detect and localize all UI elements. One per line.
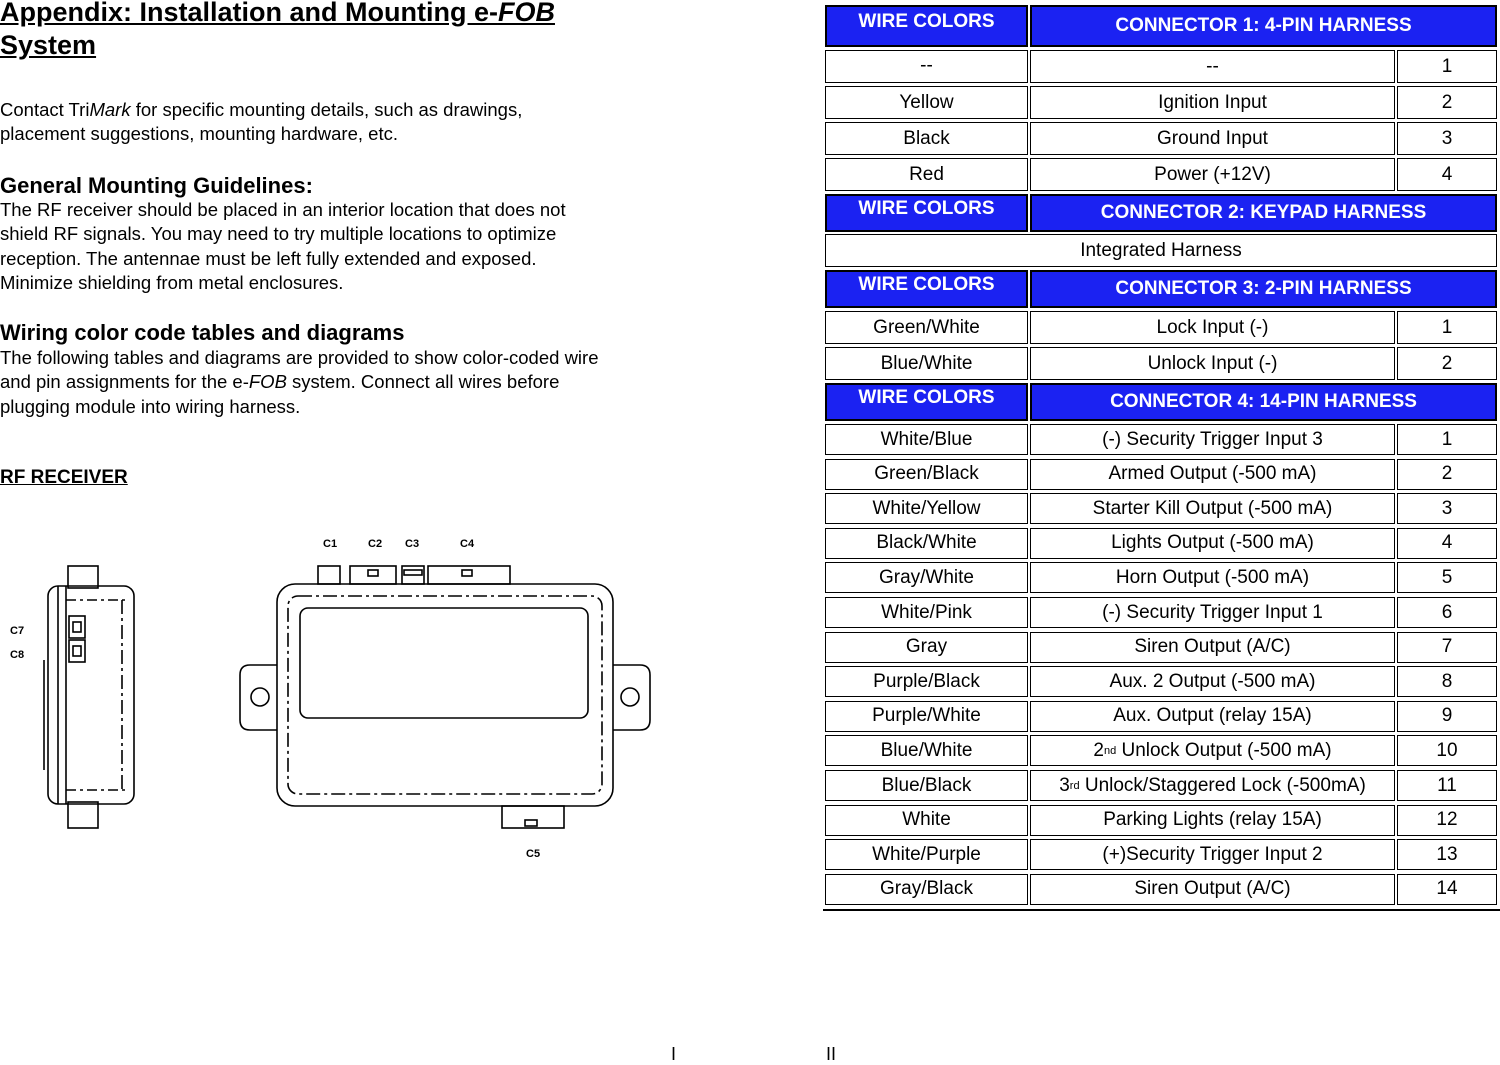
connector1-header-row	[823, 5, 1500, 47]
title-text: Appendix: Installation and Mounting e-	[0, 0, 498, 27]
wire-color-cell: White/Yellow	[825, 493, 1028, 524]
function-cell: Parking Lights (relay 15A)	[1030, 805, 1395, 836]
wire-color-cell: Green/Black	[825, 459, 1028, 490]
wire-color-cell: Blue/White	[825, 735, 1028, 766]
label-c3: C3	[405, 538, 420, 550]
function-cell: Starter Kill Output (-500 mA)	[1030, 493, 1395, 524]
pin-cell: 3	[1397, 493, 1497, 524]
wire-color-cell: Black/White	[825, 528, 1028, 559]
pin-cell: 13	[1397, 839, 1497, 870]
wire-color-cell: White/Purple	[825, 839, 1028, 870]
table-bottom-rule	[823, 909, 1500, 911]
integrated-harness-note: Integrated Harness	[825, 234, 1497, 267]
connector2-header: CONNECTOR 2: KEYPAD HARNESS	[1030, 194, 1497, 232]
function-cell: Aux. Output (relay 15A)	[1030, 701, 1395, 732]
label-c2: C2	[368, 538, 383, 550]
pin-cell: 2	[1397, 459, 1497, 490]
wire-colors-header: WIRE COLORS	[825, 5, 1028, 47]
pin-cell: 12	[1397, 805, 1497, 836]
guidelines-paragraph: The RF receiver should be placed in an interior location that does not shield RF signals. You may need to try multiple locations to optimize reception. The antennae must be left fully extended and exposed. Minimize shielding from metal enclosures.	[0, 199, 566, 293]
function-cell: Armed Output (-500 mA)	[1030, 459, 1395, 490]
wire-color-cell: Purple/Black	[825, 666, 1028, 697]
pin-cell: 10	[1397, 735, 1497, 766]
pin-cell: 11	[1397, 770, 1497, 801]
wire-color-cell: White	[825, 805, 1028, 836]
connector2-header-row	[823, 194, 1500, 232]
label-c7: C7	[10, 625, 25, 637]
wire-color-cell: Purple/White	[825, 701, 1028, 732]
title-text-line2: System	[0, 30, 97, 60]
pin-cell: 8	[1397, 666, 1497, 697]
receiver-side-view	[44, 566, 134, 828]
wire-color-cell: White/Pink	[825, 597, 1028, 628]
pin-cell: 5	[1397, 562, 1497, 593]
rf-receiver-diagram	[0, 520, 700, 880]
label-c4: C4	[460, 538, 475, 550]
function-cell: Lights Output (-500 mA)	[1030, 528, 1395, 559]
guidelines-heading: General Mounting Guidelines:	[0, 173, 313, 198]
function-cell: 3 rd Unlock/Staggered Lock (-500mA)	[1030, 770, 1395, 801]
wire-colors-header: WIRE COLORS	[825, 270, 1028, 308]
page-title	[0, 0, 640, 62]
pin-cell: 6	[1397, 597, 1497, 628]
wire-colors-header: WIRE COLORS	[825, 194, 1028, 232]
function-cell: Horn Output (-500 mA)	[1030, 562, 1395, 593]
page-number-right: II	[826, 1044, 837, 1064]
function-cell: Siren Output (A/C)	[1030, 632, 1395, 663]
function-cell: (-) Security Trigger Input 1	[1030, 597, 1395, 628]
wire-color-cell: Gray/Black	[825, 874, 1028, 905]
function-cell: Siren Output (A/C)	[1030, 874, 1395, 905]
connector3-header-row	[823, 270, 1500, 308]
connector4-header-row	[823, 383, 1500, 421]
label-c5: C5	[526, 848, 541, 860]
receiver-top-view	[240, 566, 650, 828]
function-cell: (-) Security Trigger Input 3	[1030, 424, 1395, 455]
connector4-header: CONNECTOR 4: 14-PIN HARNESS	[1030, 383, 1497, 421]
function-cell: 2 nd Unlock Output (-500 mA)	[1030, 735, 1395, 766]
pin-cell: 1	[1397, 424, 1497, 455]
pin-cell: 9	[1397, 701, 1497, 732]
wire-color-cell: Gray/White	[825, 562, 1028, 593]
wiring-paragraph: The following tables and diagrams are provided to show color-coded wire and pin assignments for the e-FOB system. Connect all wires before plugging module into wiring harness.	[0, 347, 599, 417]
title-italic: FOB	[497, 0, 555, 27]
function-cell: (+)Security Trigger Input 2	[1030, 839, 1395, 870]
wire-color-cell: Blue/Black	[825, 770, 1028, 801]
label-c8: C8	[10, 649, 25, 661]
connector3-header: CONNECTOR 3: 2-PIN HARNESS	[1030, 270, 1497, 308]
pin-cell: 4	[1397, 528, 1497, 559]
wiring-heading: Wiring color code tables and diagrams	[0, 320, 405, 345]
pin-cell: 7	[1397, 632, 1497, 663]
label-c1: C1	[323, 538, 338, 550]
rf-receiver-label: RF RECEIVER	[0, 467, 128, 488]
function-cell: Aux. 2 Output (-500 mA)	[1030, 666, 1395, 697]
page-number-left: I	[671, 1044, 677, 1064]
wire-colors-header: WIRE COLORS	[825, 383, 1028, 421]
contact-paragraph: Contact TriMark for specific mounting details, such as drawings, placement suggestions, mounting hardware, etc.	[0, 99, 523, 145]
connector1-header: CONNECTOR 1: 4-PIN HARNESS	[1030, 5, 1497, 47]
wire-color-cell: Gray	[825, 632, 1028, 663]
pin-cell: 14	[1397, 874, 1497, 905]
wire-color-cell: White/Blue	[825, 424, 1028, 455]
